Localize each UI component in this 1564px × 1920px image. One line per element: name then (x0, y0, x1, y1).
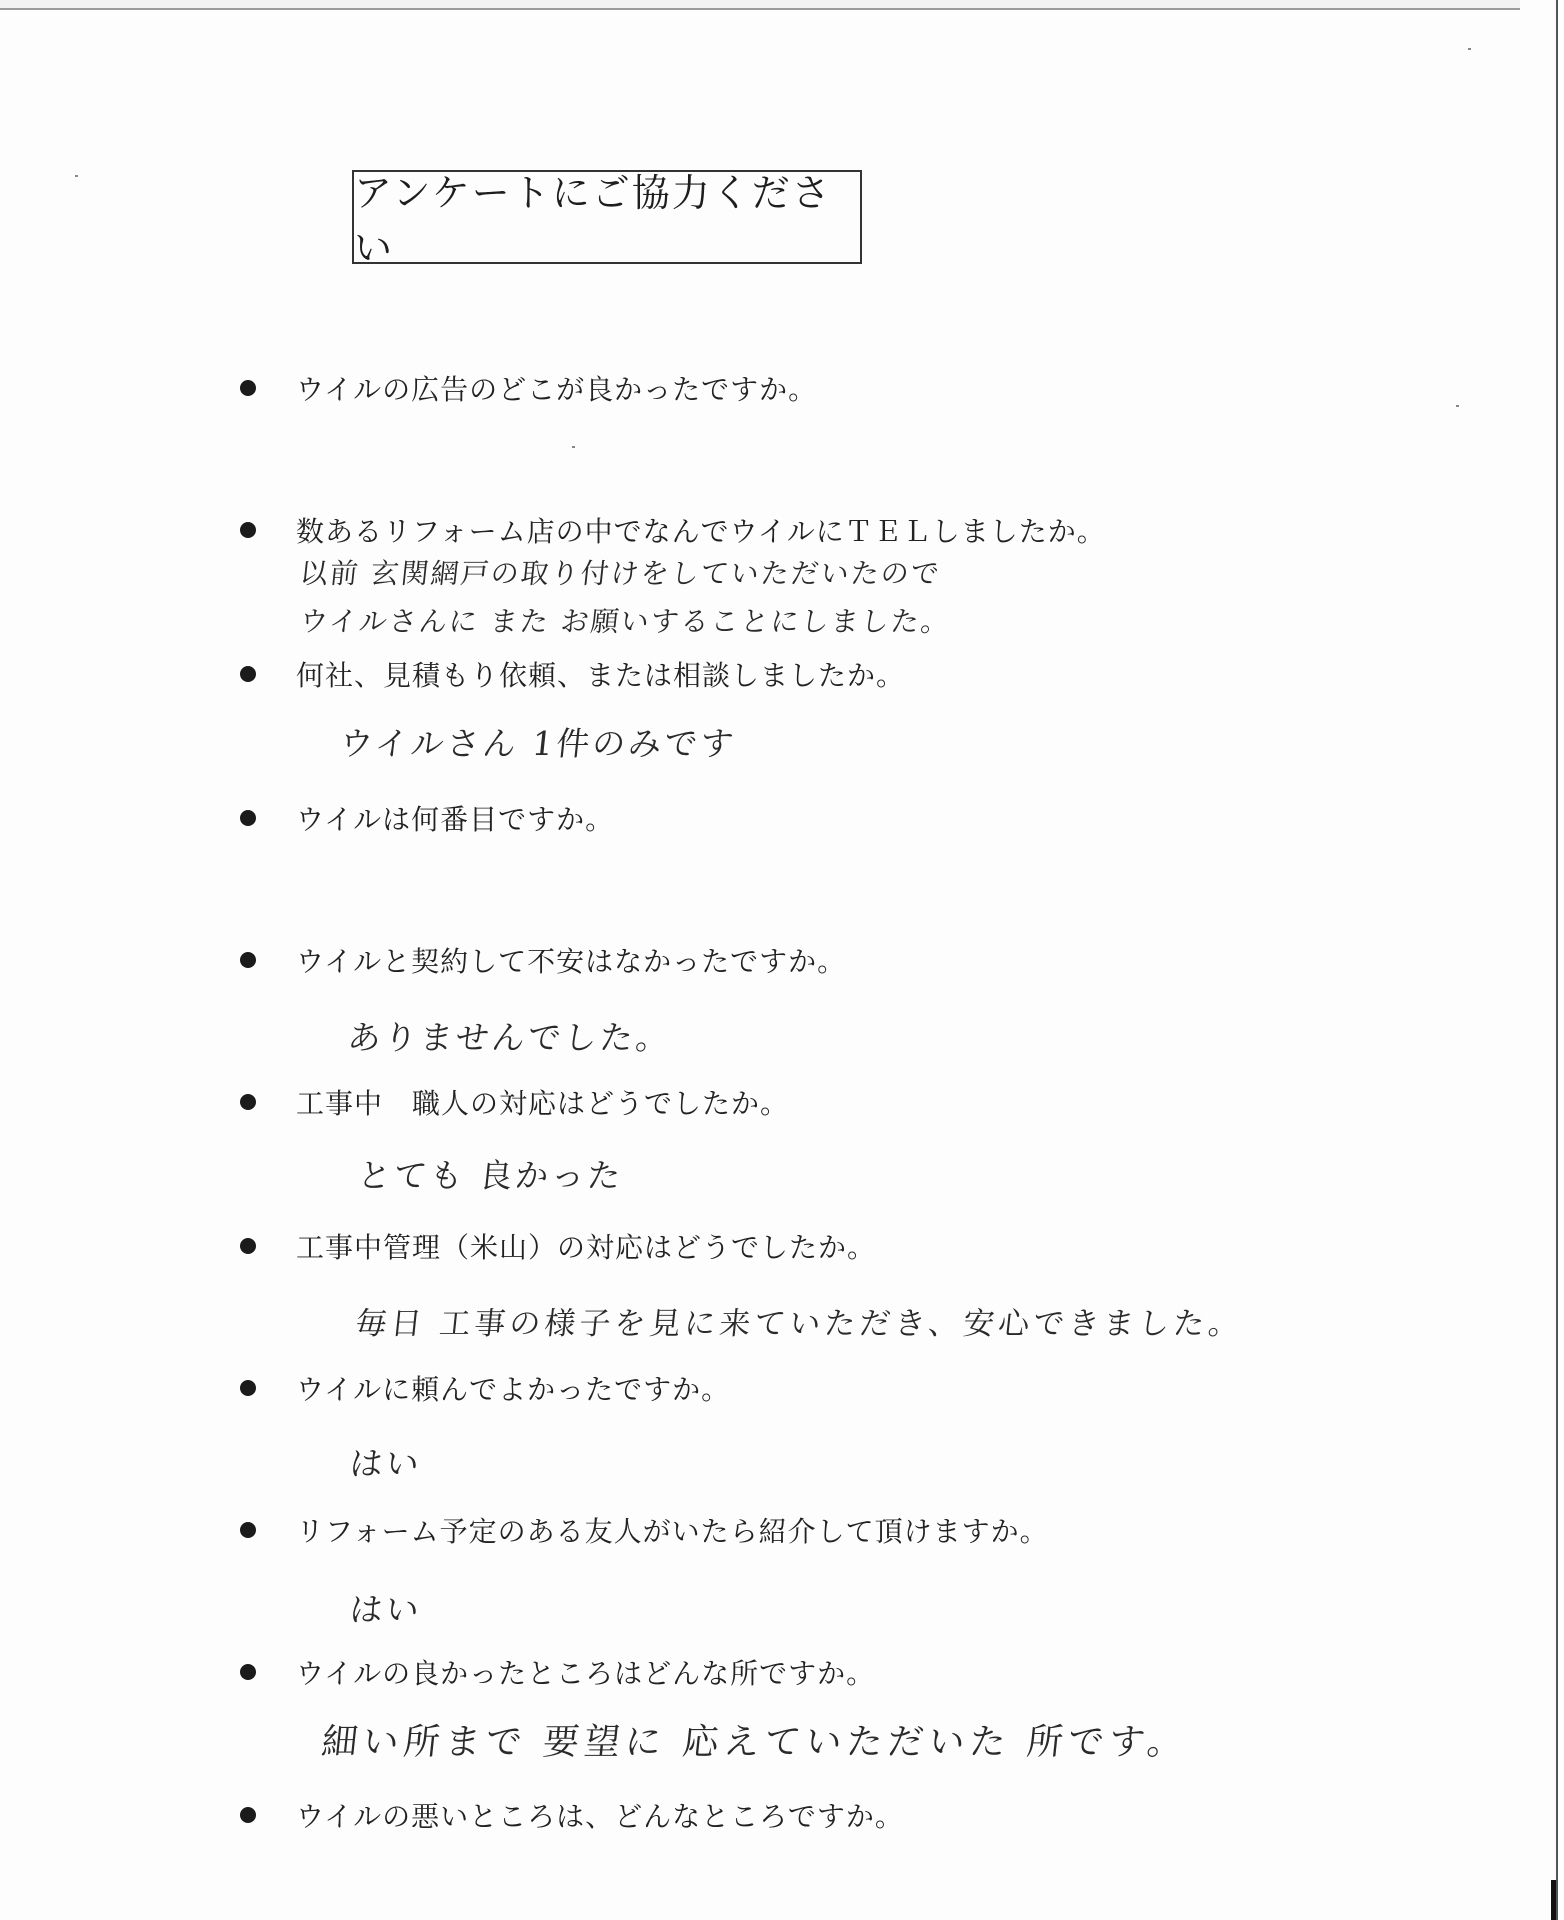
scan-speck (75, 175, 78, 177)
question-text: 工事中管理（米山）の対応はどうでしたか。 (296, 1231, 877, 1264)
scan-edge-right (1556, 0, 1564, 1920)
question-text: ウイルに頼んでよかったですか。 (296, 1373, 731, 1406)
bullet-icon (240, 1807, 256, 1823)
question-text: ウイルの広告のどこが良かったですか。 (296, 373, 818, 406)
bullet-icon (240, 380, 256, 396)
question-text: ウイルの良かったところはどんな所ですか。 (296, 1657, 876, 1690)
question-text: リフォーム予定のある友人がいたら紹介して頂けますか。 (296, 1515, 1049, 1548)
bullet-icon (240, 1380, 256, 1396)
answer-handwritten: はい (347, 1590, 424, 1629)
question-item (240, 798, 614, 838)
bullet-icon (240, 1238, 256, 1254)
answer-handwritten: ウイルさんに また お願いすることにしました。 (298, 605, 953, 638)
scan-edge-top (0, 0, 1520, 10)
answer-handwritten: ありませんでした。 (345, 1018, 674, 1057)
answer-handwritten: とても 良かった (355, 1156, 626, 1195)
survey-title: アンケートにご協力ください (354, 171, 832, 270)
answer-handwritten: ウイルさん 1件のみです (337, 724, 739, 763)
question-text: ウイルは何番目ですか。 (296, 803, 615, 836)
bullet-icon (240, 666, 256, 682)
answer-handwritten: はい (347, 1444, 424, 1483)
survey-title-box (352, 170, 862, 270)
question-item (240, 1226, 876, 1266)
scan-speck (572, 446, 575, 448)
question-item (240, 1652, 875, 1692)
question-item (240, 368, 817, 408)
answer-handwritten: 以前 玄関網戸の取り付けをしていただいたので (298, 557, 943, 590)
question-text: ウイルの悪いところは、どんなところですか。 (296, 1800, 904, 1833)
scan-speck (1456, 405, 1459, 407)
question-text: 何社、見積もり依頼、または相談しましたか。 (296, 659, 906, 692)
scan-mark (1551, 1880, 1556, 1920)
scan-speck (1468, 48, 1471, 50)
question-item (240, 1795, 904, 1835)
bullet-icon (240, 810, 256, 826)
answer-handwritten: 毎日 工事の様子を見に来ていただき、安心できました。 (353, 1306, 1246, 1342)
question-item (240, 1510, 1049, 1550)
bullet-icon (240, 1522, 256, 1538)
question-item (240, 1368, 730, 1408)
question-text: ウイルと契約して不安はなかったですか。 (296, 945, 847, 978)
question-item (240, 940, 846, 980)
question-item (240, 654, 905, 694)
question-text: 数あるリフォーム店の中でなんでウイルにＴＥＬしましたか。 (296, 515, 1106, 548)
answer-handwritten: 細い所まで 要望に 応えていただいた 所です。 (319, 1722, 1191, 1763)
question-item (240, 510, 1106, 550)
question-text: 工事中 職人の対応はどうでしたか。 (296, 1087, 790, 1120)
bullet-icon (240, 1094, 256, 1110)
bullet-icon (240, 952, 256, 968)
bullet-icon (240, 1664, 256, 1680)
bullet-icon (240, 522, 256, 538)
question-item (240, 1082, 789, 1122)
